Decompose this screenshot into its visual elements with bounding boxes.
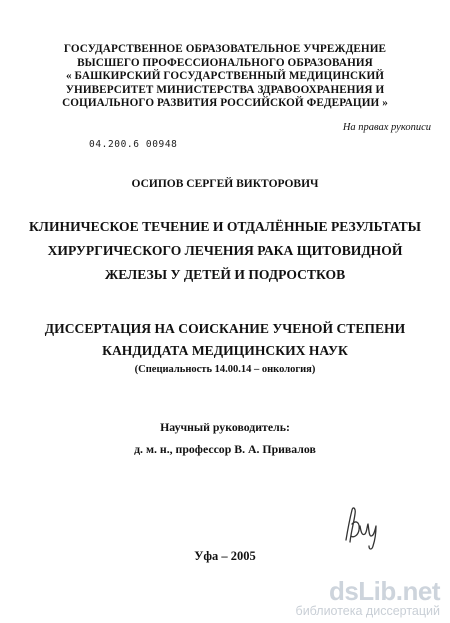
supervisor-name: д. м. н., профессор В. А. Привалов bbox=[134, 442, 316, 456]
institution-line: « БАШКИРСКИЙ ГОСУДАРСТВЕННЫЙ МЕДИЦИНСКИЙ bbox=[65, 70, 385, 82]
city-year: Уфа – 2005 bbox=[194, 549, 256, 563]
watermark-subtitle: библиотека диссертаций bbox=[295, 604, 440, 618]
author-name: ОСИПОВ СЕРГЕЙ ВИКТОРОВИЧ bbox=[131, 178, 319, 190]
manuscript-rights-note: На правах рукописи bbox=[342, 122, 431, 133]
degree-statement bbox=[0, 318, 450, 362]
watermark-logo: dsLib.net bbox=[328, 576, 440, 606]
dissertation-title bbox=[0, 215, 450, 287]
specialty-line: (Специальность 14.00.14 – онкология) bbox=[134, 364, 316, 375]
library-stamp-code: 04.200.6 00948 bbox=[89, 139, 178, 150]
institution-line: ВЫСШЕГО ПРОФЕССИОНАЛЬНОГО ОБРАЗОВАНИЯ bbox=[77, 56, 373, 69]
title-line: ХИРУРГИЧЕСКОГО ЛЕЧЕНИЯ РАКА ЩИТОВИДНОЙ bbox=[47, 243, 403, 258]
institution-header bbox=[0, 43, 450, 111]
degree-line: КАНДИДАТА МЕДИЦИНСКИХ НАУК bbox=[102, 343, 348, 358]
supervisor-label: Научный руководитель: bbox=[160, 420, 290, 434]
degree-line: ДИССЕРТАЦИЯ НА СОИСКАНИЕ УЧЕНОЙ СТЕПЕНИ bbox=[44, 321, 406, 336]
handwritten-signature bbox=[338, 500, 388, 552]
institution-line: УНИВЕРСИТЕТ МИНИСТЕРСТВА ЗДРАВООХРАНЕНИЯ И bbox=[65, 83, 385, 96]
watermark bbox=[296, 578, 440, 618]
institution-line: ГОСУДАРСТВЕННОЕ ОБРАЗОВАТЕЛЬНОЕ УЧРЕЖДЕНИЕ bbox=[63, 43, 387, 55]
title-line: ЖЕЛЕЗЫ У ДЕТЕЙ И ПОДРОСТКОВ bbox=[104, 267, 346, 282]
institution-line: СОЦИАЛЬНОГО РАЗВИТИЯ РОССИЙСКОЙ ФЕДЕРАЦИИ » bbox=[62, 97, 388, 109]
title-line: КЛИНИЧЕСКОЕ ТЕЧЕНИЕ И ОТДАЛЁННЫЕ РЕЗУЛЬТАТЫ bbox=[28, 219, 422, 234]
